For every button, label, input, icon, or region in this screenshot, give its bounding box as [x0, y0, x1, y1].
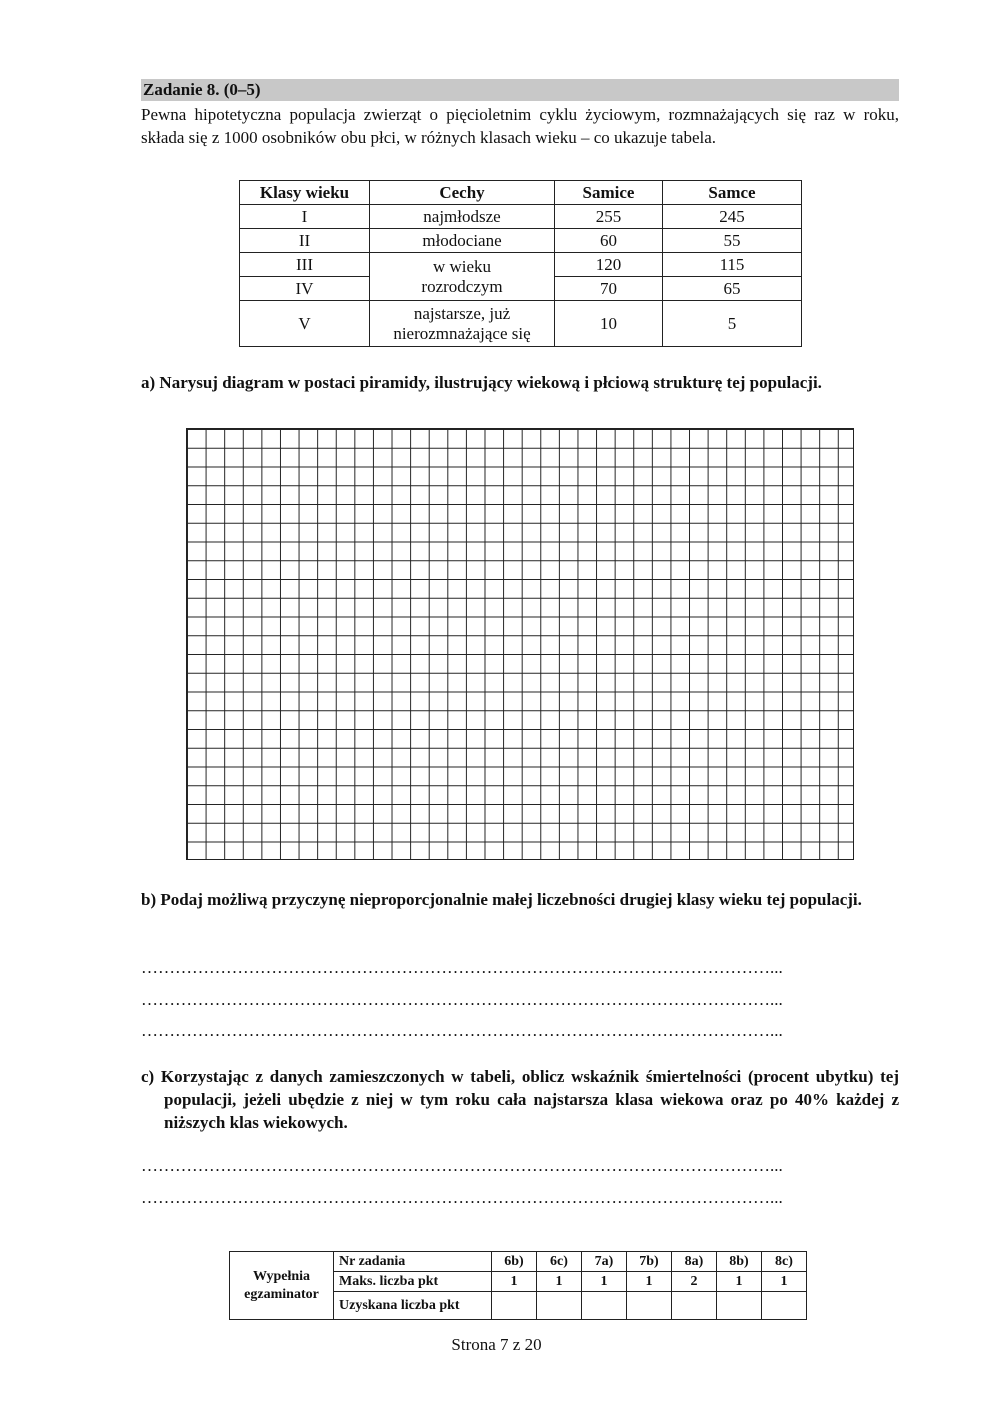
cell-cechy: [370, 301, 555, 347]
task-intro: Pewna hipotetyczna populacja zwierząt o pięcioletnim cyklu życiowym, rozmnażających się raz w roku, składa się z 1000 osobników obu płci, w różnych klasach wieku – co ukazuje tabela.: [141, 105, 899, 147]
cell-samice: 70: [555, 277, 663, 301]
answer-line-c1[interactable]: …………………………………………………………………………………………………...: [141, 1156, 783, 1175]
cechy-line: najstarsze, już: [413, 303, 511, 323]
header-samice: Samice: [555, 181, 663, 205]
cell-samice: 120: [555, 253, 663, 277]
task-number: 8b): [717, 1252, 762, 1272]
cell-klasa: II: [240, 229, 370, 253]
scores-row-tasks: [230, 1252, 807, 1272]
header-cechy: Cechy: [370, 181, 555, 205]
examiner-label: Wypełnia egzaminator: [230, 1252, 334, 1320]
cell-samice: 255: [555, 205, 663, 229]
cell-klasa: III: [240, 253, 370, 277]
cechy-line: nierozmnażające się: [393, 323, 531, 343]
table-header-row: [240, 181, 802, 205]
scores-row-label: Nr zadania: [334, 1252, 492, 1272]
task-number: 7b): [627, 1252, 672, 1272]
obtained-points-cell[interactable]: [762, 1292, 807, 1320]
obtained-points-cell[interactable]: [672, 1292, 717, 1320]
cell-samice: 60: [555, 229, 663, 253]
max-points: 1: [627, 1272, 672, 1292]
task-number: 8c): [762, 1252, 807, 1272]
cechy-line: rozrodczym: [421, 276, 503, 296]
max-points: 1: [582, 1272, 627, 1292]
obtained-points-cell[interactable]: [627, 1292, 672, 1320]
header-klasy-wieku: Klasy wieku: [240, 181, 370, 205]
task-number: 7a): [582, 1252, 627, 1272]
answer-line-b1[interactable]: …………………………………………………………………………………………………...: [141, 958, 783, 977]
cell-klasa: I: [240, 205, 370, 229]
drawing-grid[interactable]: [186, 428, 854, 860]
table-row: [240, 205, 802, 229]
page-number: Strona 7 z 20: [451, 1335, 542, 1354]
table-row: [240, 253, 802, 277]
cell-samice: 10: [555, 301, 663, 347]
population-table: [239, 180, 802, 347]
answer-line-b3[interactable]: …………………………………………………………………………………………………...: [141, 1021, 783, 1040]
max-points: 1: [762, 1272, 807, 1292]
cell-samce: 55: [663, 229, 802, 253]
obtained-points-cell[interactable]: [717, 1292, 762, 1320]
max-points: 1: [492, 1272, 537, 1292]
question-c: c) Korzystając z danych zamieszczonych w tabeli, oblicz wskaźnik śmiertelności (procent ubytku) tej populacji, jeżeli ubędzie z niej w tym roku cała najstarsza klasa wiekowa oraz po 40% każdej z niższych klas wiekowych.: [141, 1067, 899, 1132]
answer-line-c2[interactable]: …………………………………………………………………………………………………...: [141, 1188, 783, 1207]
cell-cechy-merged: [370, 253, 555, 301]
question-b: b) Podaj możliwą przyczynę nieproporcjonalnie małej liczebności drugiej klasy wieku tej populacji.: [141, 890, 862, 909]
question-a: a) Narysuj diagram w postaci piramidy, ilustrujący wiekową i płciową strukturę tej populacji.: [141, 373, 822, 392]
task-header: Zadanie 8. (0–5): [141, 79, 899, 101]
cell-klasa: IV: [240, 277, 370, 301]
cechy-line: w wieku: [432, 256, 492, 276]
header-samce: Samce: [663, 181, 802, 205]
table-row: [240, 229, 802, 253]
max-points: 1: [717, 1272, 762, 1292]
obtained-points-cell[interactable]: [537, 1292, 582, 1320]
cell-samce: 65: [663, 277, 802, 301]
scores-row-label: Maks. liczba pkt: [334, 1272, 492, 1292]
task-number: 6b): [492, 1252, 537, 1272]
table-row: [240, 301, 802, 347]
cell-cechy: młodociane: [370, 229, 555, 253]
answer-line-b2[interactable]: …………………………………………………………………………………………………...: [141, 990, 783, 1009]
cell-klasa: V: [240, 301, 370, 347]
cell-samce: 245: [663, 205, 802, 229]
task-number: 8a): [672, 1252, 717, 1272]
cell-cechy: najmłodsze: [370, 205, 555, 229]
max-points: 1: [537, 1272, 582, 1292]
scores-table: [229, 1251, 807, 1320]
obtained-points-cell[interactable]: [582, 1292, 627, 1320]
cell-samce: 5: [663, 301, 802, 347]
cell-samce: 115: [663, 253, 802, 277]
scores-row-label: Uzyskana liczba pkt: [334, 1292, 492, 1320]
task-number: 6c): [537, 1252, 582, 1272]
max-points: 2: [672, 1272, 717, 1292]
obtained-points-cell[interactable]: [492, 1292, 537, 1320]
